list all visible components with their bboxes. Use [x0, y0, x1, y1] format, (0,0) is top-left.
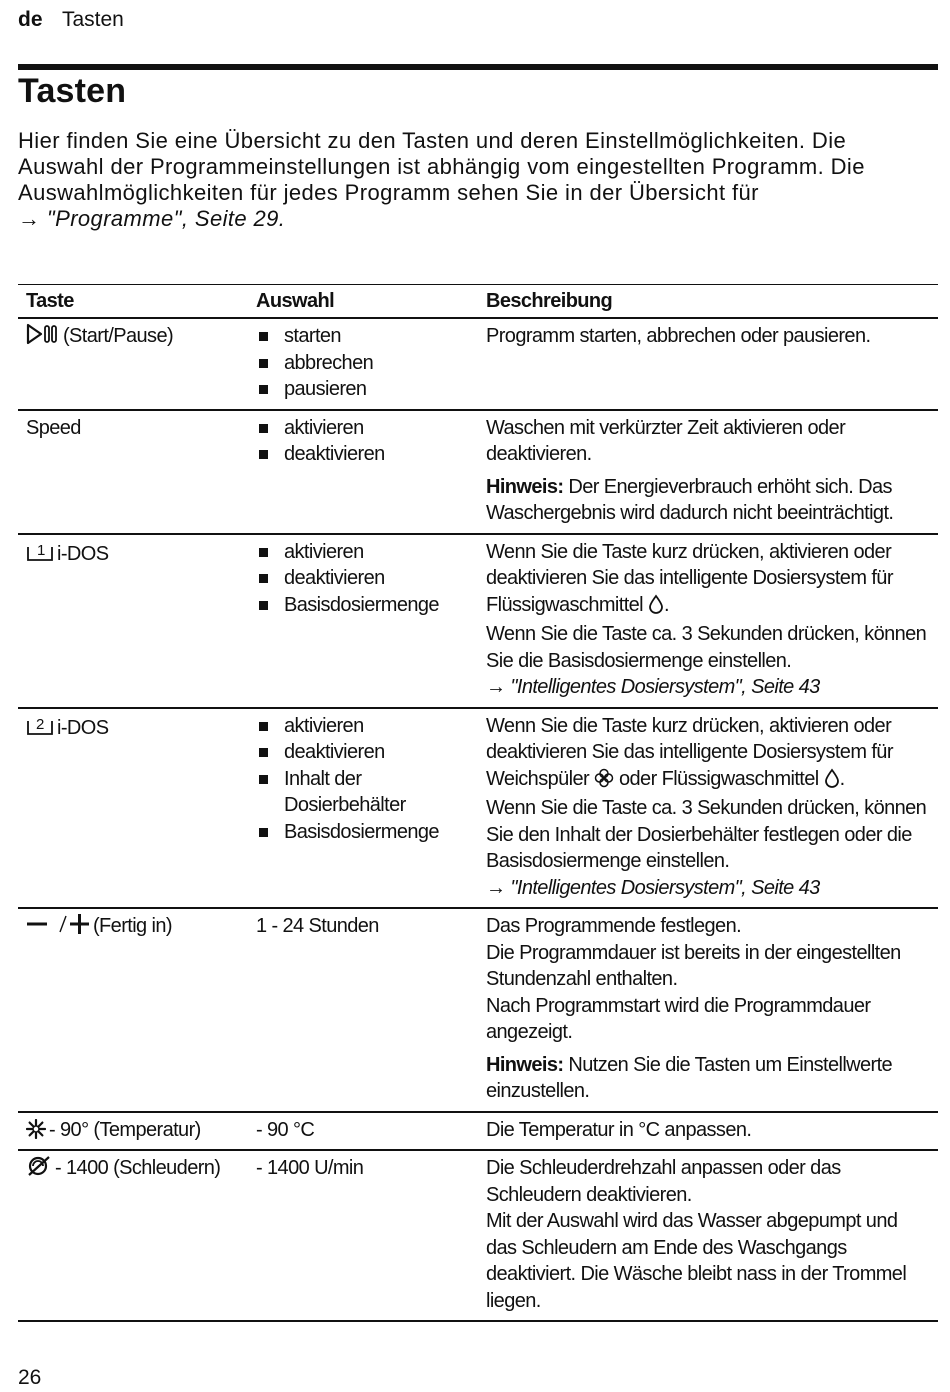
note-label: Hinweis:: [486, 475, 564, 498]
option-item: Basisdosiermenge: [256, 819, 472, 846]
description-text: Wenn Sie die Taste kurz drücken, aktivieren oder deaktivieren Sie das intelligente Dosiersystem für Weichspüler oder Flüssigwaschmittel .: [486, 713, 930, 796]
intro-paragraph: [18, 128, 933, 232]
minus-plus-icon: [26, 913, 90, 935]
cross-reference[interactable]: → "Intelligentes Dosiersystem", Seite 43: [486, 876, 820, 899]
tasten-table: [18, 284, 938, 1322]
softener-icon: [594, 768, 614, 796]
note: [486, 474, 930, 527]
note-text: Nutzen Sie die Tasten um Einstellwerte einzustellen.: [486, 1053, 893, 1102]
description-text: Die Schleuderdrehzahl anpassen oder das Schleudern deaktivieren.: [486, 1157, 841, 1206]
table-row: [18, 1112, 938, 1151]
description-part: Wenn Sie die Taste kurz drücken, aktivieren oder deaktivieren Sie das intelligente Dosiersystem für Weichspüler: [486, 714, 893, 790]
description-text: Nach Programmstart wird die Programmdauer angezeigt.: [486, 994, 871, 1043]
option-item: starten: [256, 323, 472, 350]
taste-label: (Start/Pause): [63, 325, 174, 347]
taste-label: Speed: [26, 416, 81, 439]
table-row: [18, 708, 938, 909]
option-item: aktivieren: [256, 539, 472, 566]
intro-text: Hier finden Sie eine Übersicht zu den Tasten und deren Einstellmöglichkeiten. Die Auswahl der Programmeinstellungen ist abhängig vom eingestellten Programm. Die Auswahlmöglichkeiten für jedes Programm sehen Sie in der Übersicht für: [18, 128, 865, 205]
beschreibung-cell: [478, 318, 938, 410]
description-text: Die Programmdauer ist bereits in der eingestellten Stundenzahl enthalten.: [486, 941, 901, 990]
description-part: Wenn Sie die Taste kurz drücken, aktivieren oder deaktivieren Sie das intelligente Dosiersystem für Flüssigwaschmittel: [486, 540, 893, 616]
option-text: 1 - 24 Stunden: [256, 915, 379, 937]
description-text: Programm starten, abbrechen oder pausieren.: [486, 325, 871, 347]
taste-cell: [18, 534, 248, 708]
taste-cell: [18, 318, 248, 410]
description-part: oder Flüssigwaschmittel: [619, 767, 819, 790]
liquid-detergent-icon: [648, 594, 664, 622]
description-text: Wenn Sie die Taste ca. 3 Sekunden drücken, können Sie die Basisdosiermenge einstellen.: [486, 623, 927, 672]
header-rule: [18, 64, 938, 70]
cross-reference[interactable]: → "Intelligentes Dosiersystem", Seite 43: [486, 676, 820, 698]
column-header-beschreibung: Beschreibung: [478, 285, 938, 319]
auswahl-cell: [248, 534, 478, 708]
idos-1-icon: [26, 539, 54, 563]
note-text: Der Energieverbrauch erhöht sich. Das Waschergebnis wird dadurch nicht beeinträchtigt.: [486, 475, 894, 524]
taste-label: i-DOS: [57, 716, 109, 739]
svg-text:1: 1: [37, 541, 45, 559]
column-header-taste: Taste: [18, 285, 248, 319]
auswahl-cell: [248, 708, 478, 909]
language-code: de: [18, 8, 43, 31]
option-item: Inhalt der Dosierbehälter: [256, 766, 472, 819]
auswahl-cell: [248, 410, 478, 534]
option-item: aktivieren: [256, 713, 472, 740]
beschreibung-cell: [478, 708, 938, 909]
option-item: abbrechen: [256, 350, 472, 377]
auswahl-cell: [248, 908, 478, 1112]
description-text: Wenn Sie die Taste kurz drücken, aktivieren oder deaktivieren Sie das intelligente Dosiersystem für Flüssigwaschmittel .: [486, 539, 930, 622]
taste-cell: [18, 908, 248, 1112]
spin-off-icon: [26, 1155, 52, 1177]
description-text: Waschen mit verkürzter Zeit aktivieren oder deaktivieren.: [486, 416, 846, 465]
intro-cross-reference[interactable]: → "Programme", Seite 29.: [18, 206, 286, 231]
option-item: aktivieren: [256, 415, 472, 442]
table-row: [18, 318, 938, 410]
auswahl-cell: [248, 1112, 478, 1151]
description-text: Die Temperatur in °C anpassen.: [486, 1118, 752, 1141]
running-header: [18, 8, 124, 32]
taste-cell: [18, 1150, 248, 1321]
taste-label: (Fertig in): [93, 915, 172, 937]
taste-cell: [18, 1112, 248, 1151]
description-text: Das Programmende festlegen.: [486, 915, 742, 937]
table-row: [18, 410, 938, 534]
liquid-detergent-icon: [824, 768, 840, 796]
beschreibung-cell: [478, 1112, 938, 1151]
table-row: [18, 534, 938, 708]
temperature-icon: [26, 1119, 46, 1139]
table-row: [18, 1150, 938, 1321]
page-title: Tasten: [18, 72, 127, 110]
auswahl-cell: [248, 318, 478, 410]
option-item: deaktivieren: [256, 565, 472, 592]
option-text: - 1400 U/min: [256, 1157, 364, 1179]
description-text: Wenn Sie die Taste ca. 3 Sekunden drücken, können Sie den Inhalt der Dosierbehälter festlegen oder die Basisdosiermenge einstellen.: [486, 797, 927, 872]
taste-label: - 90° (Temperatur): [49, 1118, 201, 1141]
page-number: 26: [18, 1366, 42, 1389]
auswahl-cell: [248, 1150, 478, 1321]
table-row: [18, 908, 938, 1112]
option-item: Basisdosiermenge: [256, 592, 472, 619]
option-item: pausieren: [256, 376, 472, 403]
option-text: - 90 °C: [256, 1118, 315, 1141]
column-header-auswahl: Auswahl: [248, 285, 478, 319]
note-label: Hinweis:: [486, 1053, 564, 1076]
note: [486, 1052, 930, 1105]
beschreibung-cell: [478, 534, 938, 708]
idos-2-icon: [26, 713, 54, 737]
taste-cell: [18, 410, 248, 534]
beschreibung-cell: [478, 1150, 938, 1321]
option-item: deaktivieren: [256, 441, 472, 468]
taste-label: - 1400 (Schleudern): [55, 1157, 221, 1179]
beschreibung-cell: [478, 410, 938, 534]
description-text: Mit der Auswahl wird das Wasser abgepumpt und das Schleudern am Ende des Waschgangs deaktiviert. Die Wäsche bleibt nass in der Trommel liegen.: [486, 1210, 907, 1312]
taste-label: i-DOS: [57, 542, 109, 565]
svg-text:2: 2: [36, 715, 44, 733]
taste-cell: [18, 708, 248, 909]
running-header-title: Tasten: [61, 8, 124, 31]
table-header-row: [18, 285, 938, 319]
option-item: deaktivieren: [256, 739, 472, 766]
beschreibung-cell: [478, 908, 938, 1112]
start-pause-icon: [26, 323, 60, 345]
